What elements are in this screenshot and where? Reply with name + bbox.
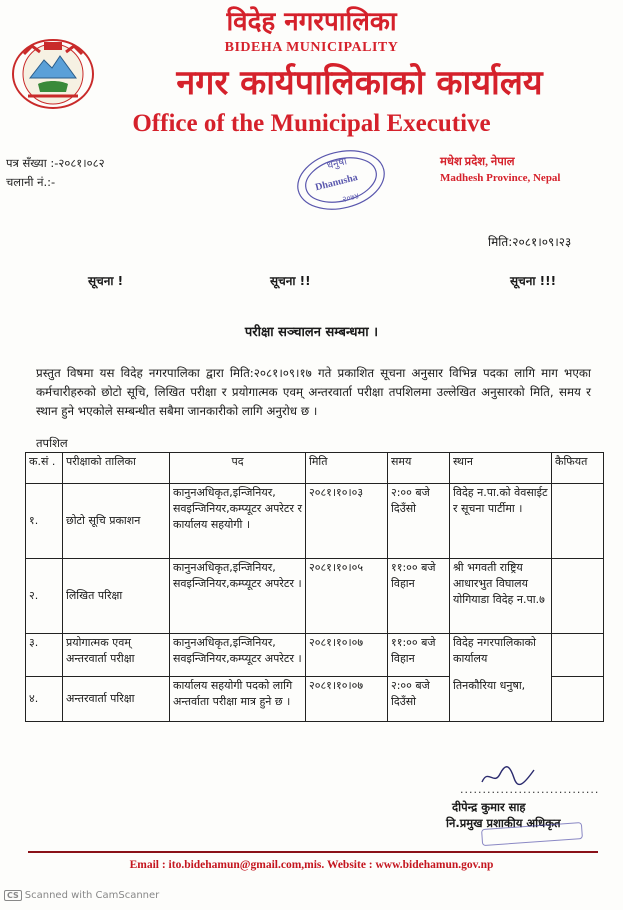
- cell-venue: विदेह नगरपालिकाको कार्यालय: [450, 634, 552, 677]
- cell-remarks: [552, 484, 604, 559]
- cell-time: ११:०० बजे विहान: [388, 634, 450, 677]
- province-en: Madhesh Province, Nepal: [440, 172, 561, 184]
- cell-remarks: [552, 677, 604, 722]
- signature-stamp-icon: [478, 820, 588, 848]
- cell-venue: श्री भगवती राष्ट्रिय आधारभुत विघालय योगियाडा विदेह न.पा.७: [450, 559, 552, 634]
- svg-text:२०७४: २०७४: [341, 191, 360, 205]
- cell-time: २:०० बजे दिउँसो: [388, 677, 450, 722]
- cell-sn: १.: [26, 484, 63, 559]
- letter-body: प्रस्तुत विषमा यस विदेह नगरपालिका द्वारा मिति:२०८१।०९।१७ गते प्रकाशित सूचना अनुसार विभिन्न पदका लागि माग भएका कर्मचारीहरुको छोटो सूचि, लिखित परीक्षा र प्रयोगात्मक एवम् अन्तरवार्ता परीक्षा तपशिलमा उल्लेखित अनुसारको मिति, समय र स्थान हुने भएकोले सम्बन्धीत सबैमा जानकारीको लागि अनुरोध छ ।: [36, 366, 591, 418]
- table-row: [26, 484, 604, 559]
- office-name-en: Office of the Municipal Executive: [132, 110, 491, 137]
- camscanner-logo-icon: CS: [4, 890, 22, 901]
- cell-date: २०८१।१०।०७: [306, 634, 388, 677]
- header-time: समय: [388, 453, 450, 484]
- scanner-watermark-text: Scanned with CamScanner: [24, 890, 160, 901]
- cell-schedule: लिखित परिक्षा: [63, 559, 170, 634]
- cell-sn: ४.: [26, 677, 63, 722]
- details-label: तपशिल: [36, 436, 68, 450]
- header-schedule: परीक्षाको तालिका: [63, 453, 170, 484]
- cell-sn: ३.: [26, 634, 63, 677]
- dispatch-number: चलानी नं.:-: [6, 175, 56, 189]
- cell-venue: विदेह न.पा.को वेवसाईट र सूचना पार्टीमा ।: [450, 484, 552, 559]
- notice-heading-1: सूचना !: [88, 274, 124, 288]
- table-row: [26, 559, 604, 634]
- office-stamp-icon: [286, 138, 396, 222]
- header-remarks: कैफियत: [552, 453, 604, 484]
- header-sn: क.सं .: [26, 453, 63, 484]
- footer-divider: [28, 851, 598, 853]
- municipality-name-np: विदेह नगरपालिका: [226, 7, 397, 37]
- cell-schedule: अन्तरवार्ता परिक्षा: [63, 677, 170, 722]
- cell-post: कानुनअधिकृत,इन्जिनियर, सवइन्जिनियर,कम्प्यूटर अपरेटर ।: [170, 559, 306, 634]
- letter-date: मिति:२०८१।०९।२३: [488, 235, 572, 249]
- header-post: पद: [170, 453, 306, 484]
- cell-time: २:०० बजे दिउँसो: [388, 484, 450, 559]
- footer-contact: Email : ito.bidehamun@gmail.com,mis. Website : www.bidehamun.gov.np: [129, 859, 494, 871]
- cell-date: २०८१।१०।०७: [306, 677, 388, 722]
- reference-number: पत्र सँख्या :-२०८१।०८२: [6, 156, 105, 170]
- cell-post: कानुनअधिकृत,इन्जिनियर, सवइन्जिनियर,कम्प्यूटर अपरेटर ।: [170, 634, 306, 677]
- header-date: मिति: [306, 453, 388, 484]
- signatory-title: नि.प्रमुख प्रशाकीय अधिकृत: [446, 816, 561, 830]
- signature-line: ...............................: [460, 783, 600, 796]
- table-row: [26, 634, 604, 677]
- table-row: [26, 677, 604, 722]
- municipality-name-en: BIDEHA MUNICIPALITY: [224, 40, 399, 55]
- svg-text:धनुषा: धनुषा: [325, 156, 349, 172]
- province-np: मधेश प्रदेश, नेपाल: [440, 156, 515, 168]
- scanner-watermark: [4, 890, 159, 901]
- cell-schedule: प्रयोगात्मक एवम् अन्तरवार्ता परीक्षा: [63, 634, 170, 677]
- cell-date: २०८१।१०।०३: [306, 484, 388, 559]
- cell-remarks: [552, 559, 604, 634]
- header-venue: स्थान: [450, 453, 552, 484]
- cell-post: कानुनअधिकृत,इन्जिनियर, सवइन्जिनियर,कम्प्यूटर अपरेटर र कार्यालय सहयोगी ।: [170, 484, 306, 559]
- cell-date: २०८१।१०।०५: [306, 559, 388, 634]
- signatory-name: दीपेन्द्र कुमार साह: [452, 800, 526, 814]
- cell-remarks: [552, 634, 604, 677]
- letter-subject: परीक्षा सञ्चालन सम्बन्धमा ।: [244, 325, 379, 340]
- office-name-np: नगर कार्यपालिकाको कार्यालय: [176, 63, 543, 103]
- notice-heading-3: सूचना !!!: [510, 274, 557, 288]
- exam-schedule-table: [25, 452, 604, 722]
- cell-schedule: छोटो सूचि प्रकाशन: [63, 484, 170, 559]
- cell-time: ११:०० बजे विहान: [388, 559, 450, 634]
- table-header-row: [26, 453, 604, 484]
- cell-sn: २.: [26, 559, 63, 634]
- svg-text:Dhanusha: Dhanusha: [314, 172, 359, 194]
- cell-post: कार्यालय सहयोगी पदको लागि अन्तर्वाता परीक्षा मात्र हुने छ ।: [170, 677, 306, 722]
- notice-heading-2: सूचना !!: [270, 274, 311, 288]
- cell-venue: तिनकौरिया धनुषा,: [450, 677, 552, 722]
